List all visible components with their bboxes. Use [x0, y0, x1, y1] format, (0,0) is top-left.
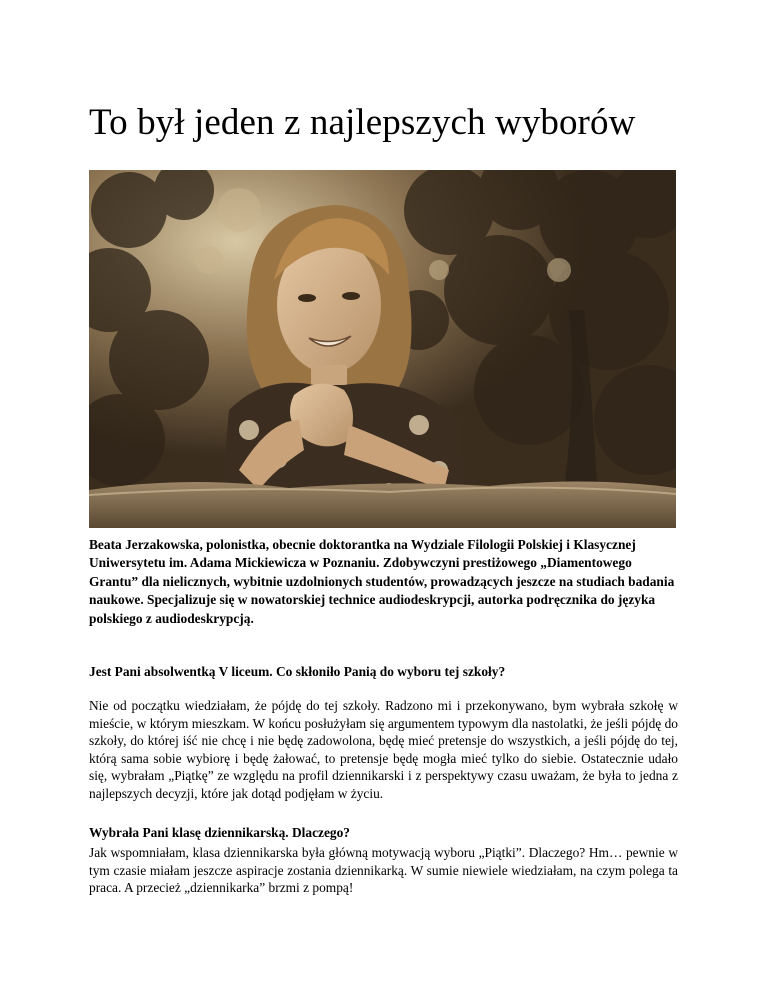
- portrait-photo: [89, 170, 676, 528]
- interview-question: Wybrała Pani klasę dziennikarską. Dlaczego?: [89, 825, 350, 840]
- interview-answer: Jak wspomniałam, klasa dziennikarska była główną motywacją wyboru „Piątki”. Dlaczego? Hm… pewnie w tym czasie miałam jeszcze aspiracje zostania dziennikarką. W sumie niewiele wiedziałam, na czym polega ta praca. A przecież „dziennikarka” brzmi z pompą!: [89, 845, 678, 895]
- interview-answer: Nie od początku wiedziałam, że pójdę do tej szkoły. Radzono mi i przekonywano, bym wybrała szkołę w mieście, w którym mieszkam. W końcu posłużyłam się argumentem typowym dla nastolatki, że jeśli pójdę do szkoły, do której iść nie chcę i nie będę zadowolona, będę mieć pretensje do wszystkich, a jeśli pójdę do tej, którą sama sobie wybiorę i będę żałować, to pretensje będę mogła mieć tylko do siebie. Ostatecznie udało się, wybrałam „Piątkę” ze względu na profil dziennikarski i z perspektywy czasu uważam, że była to jedna z najlepszych decyzji, które jak dotąd podjęłam w życiu.: [89, 698, 678, 801]
- interview-question: Jest Pani absolwentką V liceum. Co skłoniło Panią do wyboru tej szkoły?: [89, 664, 506, 679]
- photo-caption: Beata Jerzakowska, polonistka, obecnie doktorantka na Wydziale Filologii Polskiej i Klasycznej Uniwersytetu im. Adama Mickiewicza w Poznaniu. Zdobywczyni prestiżowego „Diamentowego Grantu” dla nielicznych, wybitnie uzdolnionych studentów, prowadzących jeszcze na studiach badania naukowe. Specjalizuje się w nowatorskiej technice audiodeskrypcji, autorka podręcznika do języka polskiego z audiodeskrypcją.: [89, 537, 675, 626]
- document-title: To był jeden z najlepszych wyborów: [89, 102, 636, 143]
